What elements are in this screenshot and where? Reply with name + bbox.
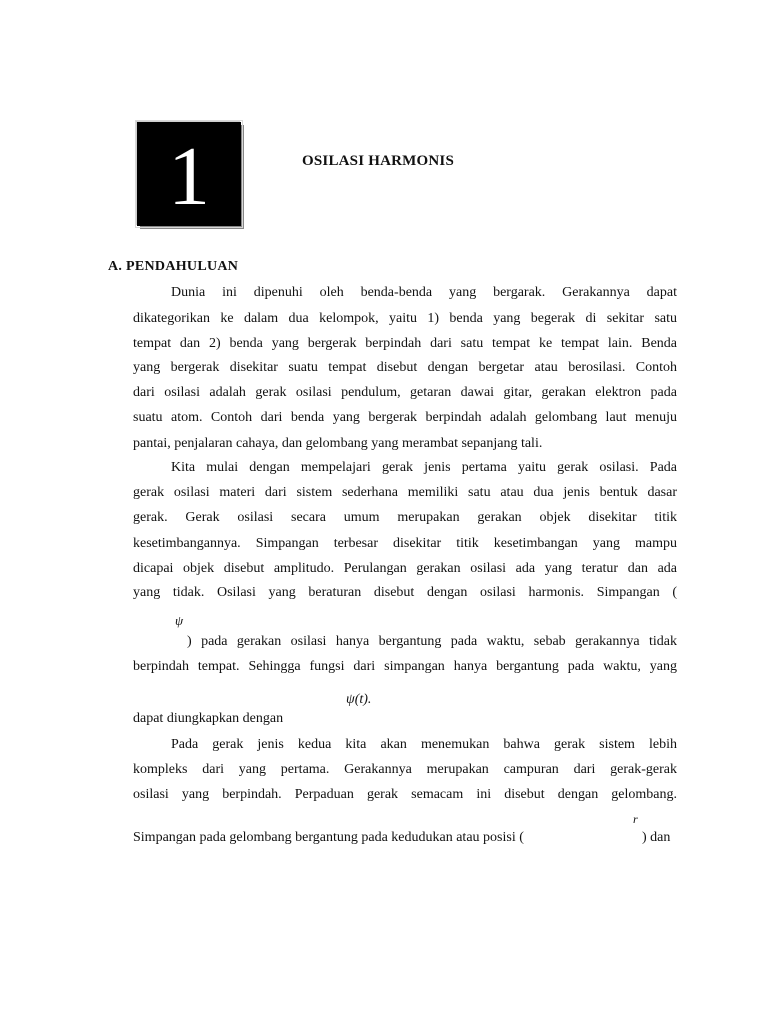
paragraph-line: Pada gerak jenis kedua kita akan menemukan bahwa gerak sistem lebih bbox=[171, 737, 677, 752]
math-r: r bbox=[633, 812, 638, 826]
math-psi: ψ bbox=[175, 613, 184, 628]
paragraph-line: yang bergerak disekitar suatu tempat disebut dengan bergetar atau berosilasi. Contoh bbox=[133, 360, 677, 375]
paragraph-line: dari osilasi adalah gerak osilasi pendulum, getaran dawai gitar, gerakan elektron pada bbox=[133, 385, 677, 400]
paragraph-line: kompleks dari yang pertama. Gerakannya merupakan campuran dari gerak-gerak bbox=[133, 762, 677, 777]
paragraph-line: gerak osilasi materi dari sistem sederhana memiliki satu atau dua jenis bentuk dasar bbox=[133, 485, 677, 500]
section-heading: A. PENDAHULUAN bbox=[108, 259, 239, 274]
paragraph-line: Simpangan pada gelombang bergantung pada kedudukan atau posisi ( bbox=[133, 830, 524, 845]
paragraph-line: berpindah tempat. Sehingga fungsi dari simpangan hanya bergantung pada waktu, yang bbox=[133, 659, 677, 674]
paragraph-line: ) dan bbox=[642, 830, 671, 845]
paragraph-line: pantai, penjalaran cahaya, dan gelombang yang merambat sepanjang tali. bbox=[133, 436, 543, 451]
chapter-number-box bbox=[137, 122, 241, 226]
paragraph-line: ) pada gerakan osilasi hanya bergantung pada waktu, sebab gerakannya tidak bbox=[187, 634, 677, 649]
paragraph-line: kesetimbangannya. Simpangan terbesar disekitar titik kesetimbangan yang mampu bbox=[133, 536, 677, 551]
paragraph-line: dikategorikan ke dalam dua kelompok, yaitu 1) benda yang begerak di sekitar satu bbox=[133, 311, 677, 326]
paragraph-line: dapat diungkapkan dengan bbox=[133, 711, 284, 726]
paragraph-line: Dunia ini dipenuhi oleh benda-benda yang bergarak. Gerakannya dapat bbox=[171, 285, 677, 300]
paragraph-line: osilasi yang berpindah. Perpaduan gerak semacam ini disebut dengan gelombang. bbox=[133, 787, 677, 802]
paragraph-line: yang tidak. Osilasi yang beraturan disebut dengan osilasi harmonis. Simpangan ( bbox=[133, 585, 677, 600]
paragraph-line: dicapai objek disebut amplitudo. Perulangan gerakan osilasi ada yang teratur dan ada bbox=[133, 561, 677, 576]
paragraph-line: tempat dan 2) benda yang bergerak berpindah dari satu tempat ke tempat lain. Benda bbox=[133, 336, 677, 351]
paragraph-line: gerak. Gerak osilasi secara umum merupakan gerakan objek disekitar titik bbox=[133, 510, 677, 525]
paragraph-line: Kita mulai dengan mempelajari gerak jenis pertama yaitu gerak osilasi. Pada bbox=[171, 460, 677, 475]
chapter-number: 1 bbox=[168, 130, 210, 223]
paragraph-line: suatu atom. Contoh dari benda yang bergerak berpindah adalah gelombang laut menuju bbox=[133, 410, 677, 425]
chapter-title: OSILASI HARMONIS bbox=[302, 153, 454, 169]
math-psi-t: ψ(t). bbox=[346, 692, 372, 707]
